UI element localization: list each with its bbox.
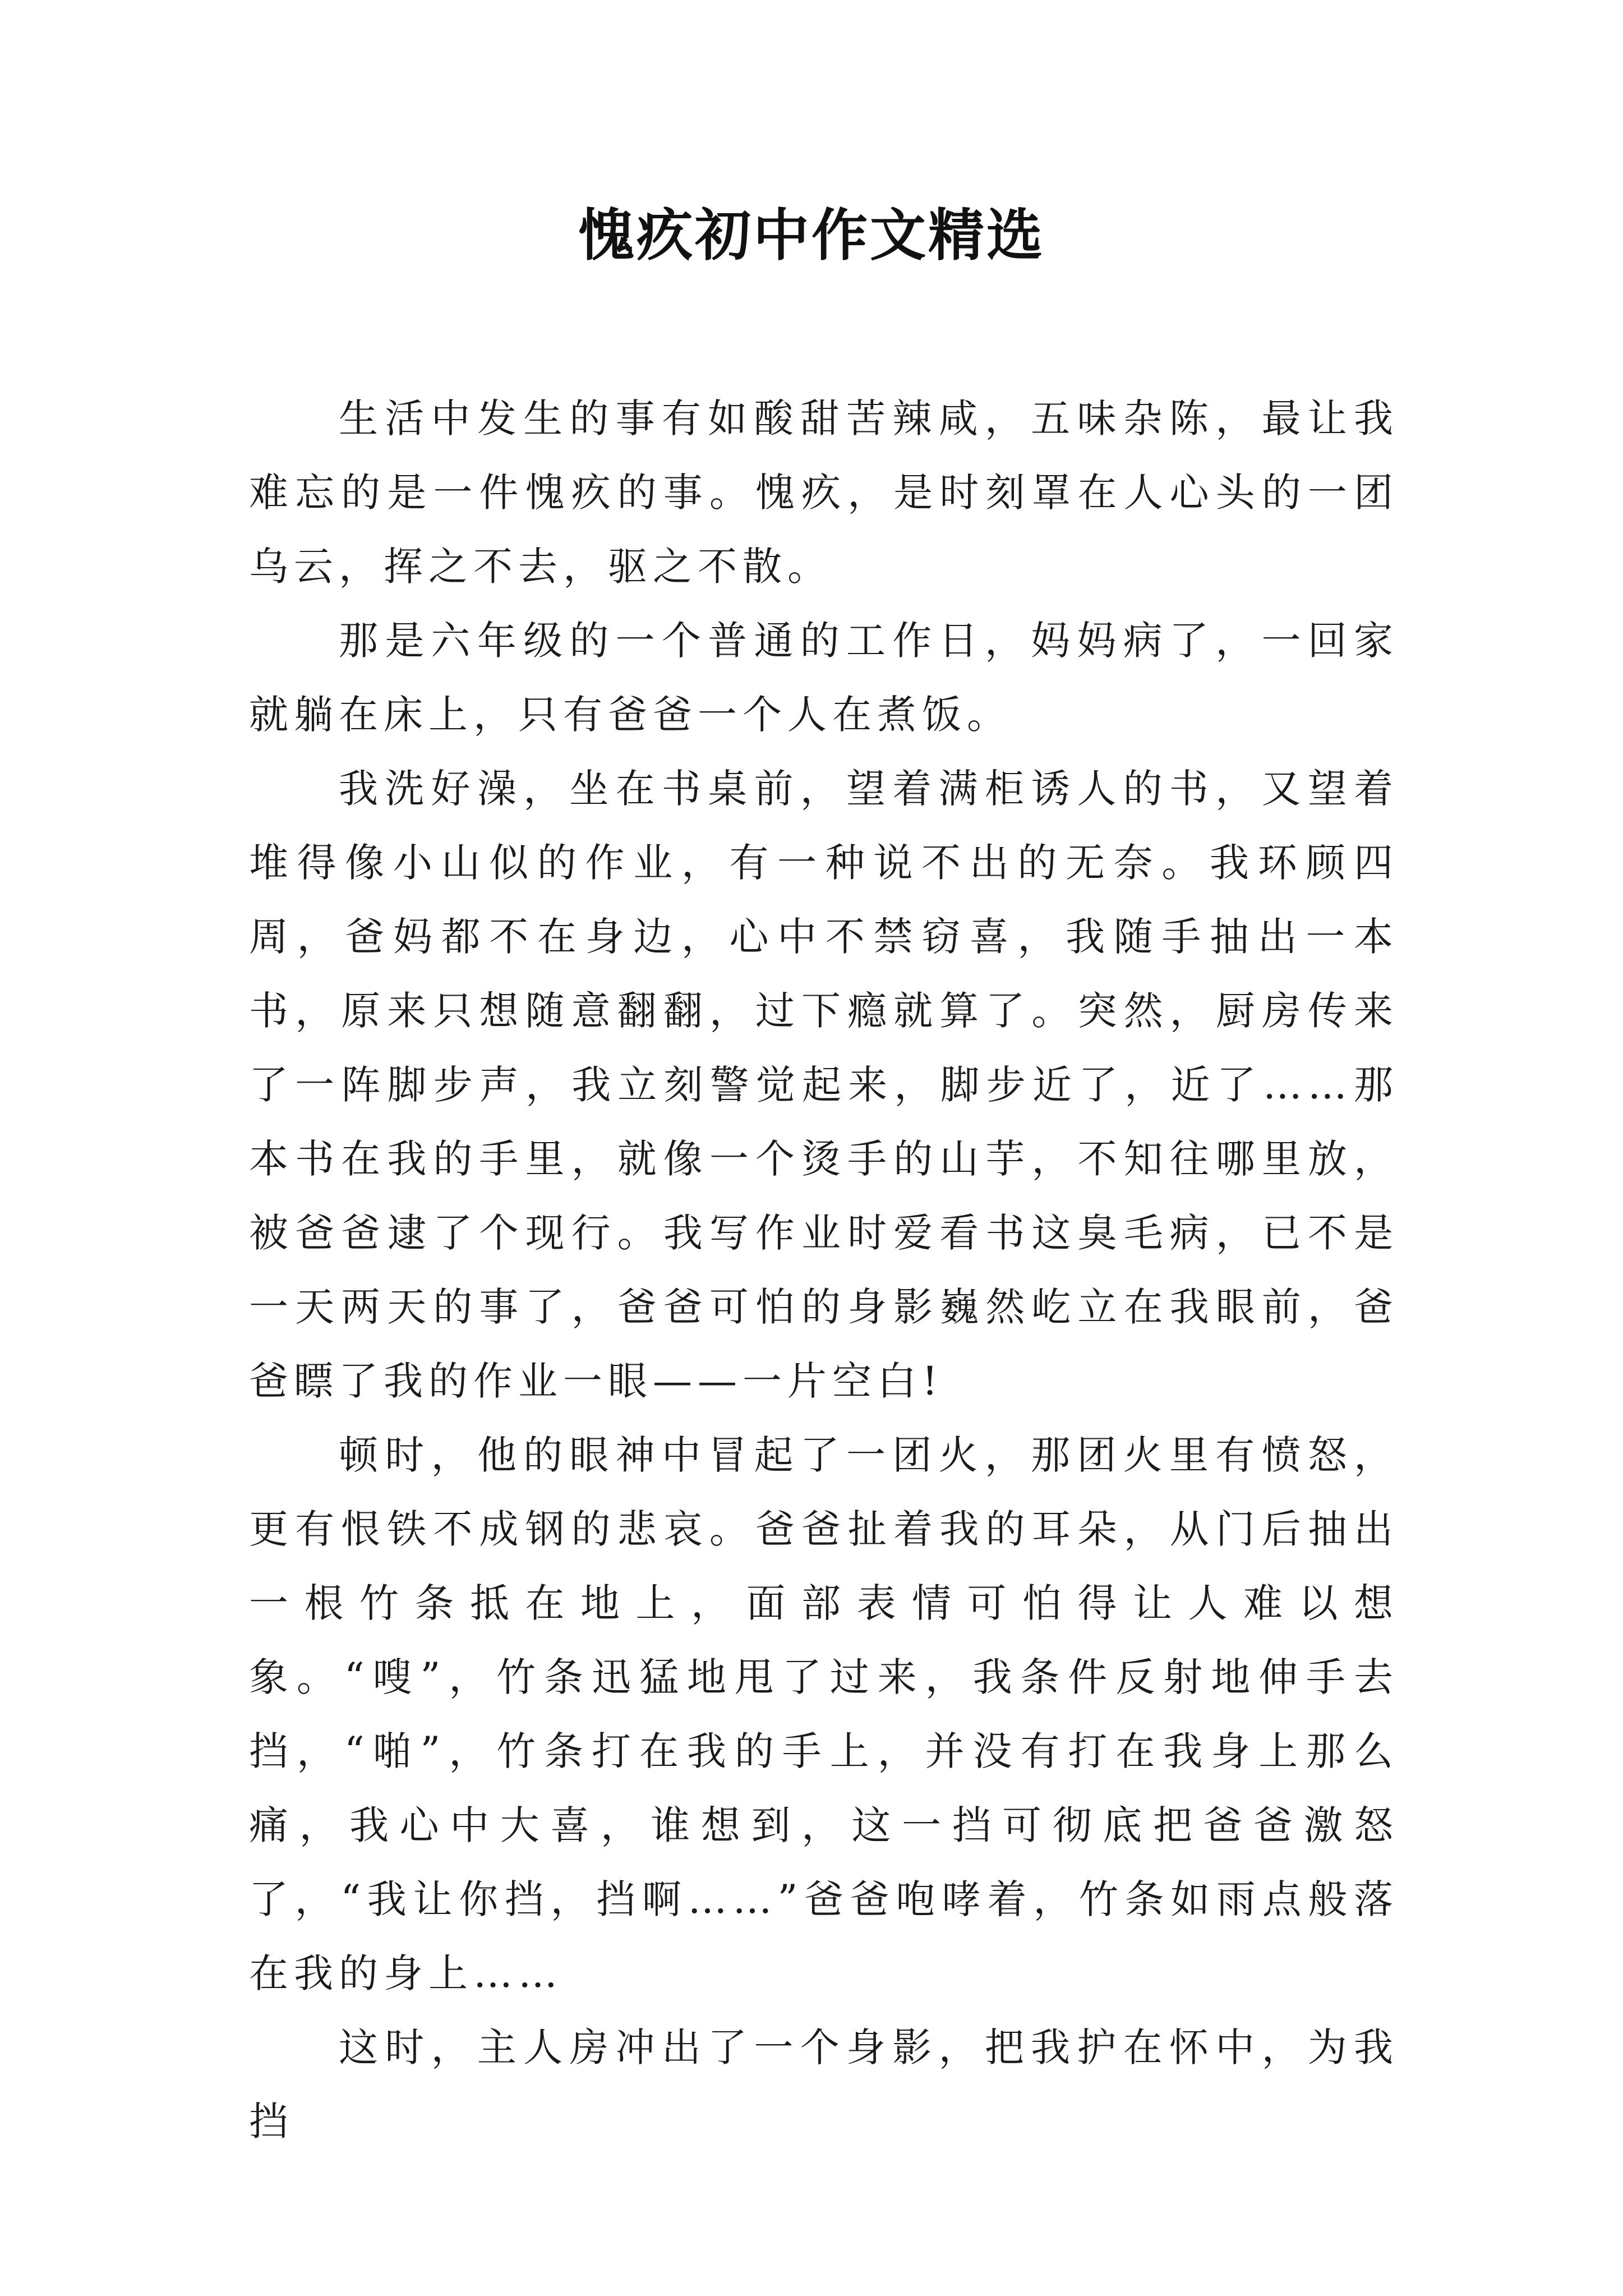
- paragraph: 生活中发生的事有如酸甜苦辣咸，五味杂陈，最让我难忘的是一件愧疚的事。愧疚，是时刻罩在人心头的一团乌云，挥之不去，驱之不散。: [249, 395, 1399, 590]
- document-body: [249, 381, 1399, 2159]
- paragraph: 我洗好澡，坐在书桌前，望着满柜诱人的书，又望着堆得像小山似的作业，有一种说不出的无奈。我环顾四周，爸妈都不在身边，心中不禁窃喜，我随手抽出一本书，原来只想随意翻翻，过下瘾就算了。突然，厨房传来了一阵脚步声，我立刻警觉起来，脚步近了，近了……那本书在我的手里，就像一个烫手的山芋，不知往哪里放，被爸爸逮了个现行。我写作业时爱看书这臭毛病，已不是一天两天的事了，爸爸可怕的身影巍然屹立在我眼前，爸爸瞟了我的作业一眼——一片空白!: [249, 766, 1399, 1404]
- paragraph: 这时，主人房冲出了一个身影，把我护在怀中，为我挡: [249, 2024, 1399, 2145]
- paragraph: 那是六年级的一个普通的工作日，妈妈病了，一回家就躺在床上，只有爸爸一个人在煮饭。: [249, 618, 1399, 738]
- paragraph: 顿时，他的眼神中冒起了一团火，那团火里有愤怒，更有恨铁不成钢的悲哀。爸爸扯着我的耳朵，从门后抽出一根竹条抵在地上，面部表情可怕得让人难以想象。“嗖”，竹条迅猛地甩了过来，我条件反射地伸手去挡，“啪”，竹条打在我的手上，并没有打在我身上那么痛，我心中大喜，谁想到，这一挡可彻底把爸爸激怒了，“我让你挡，挡啊……”爸爸咆哮着，竹条如雨点般落在我的身上……: [249, 1432, 1399, 1996]
- document-title: 愧疚初中作文精选: [578, 203, 1045, 268]
